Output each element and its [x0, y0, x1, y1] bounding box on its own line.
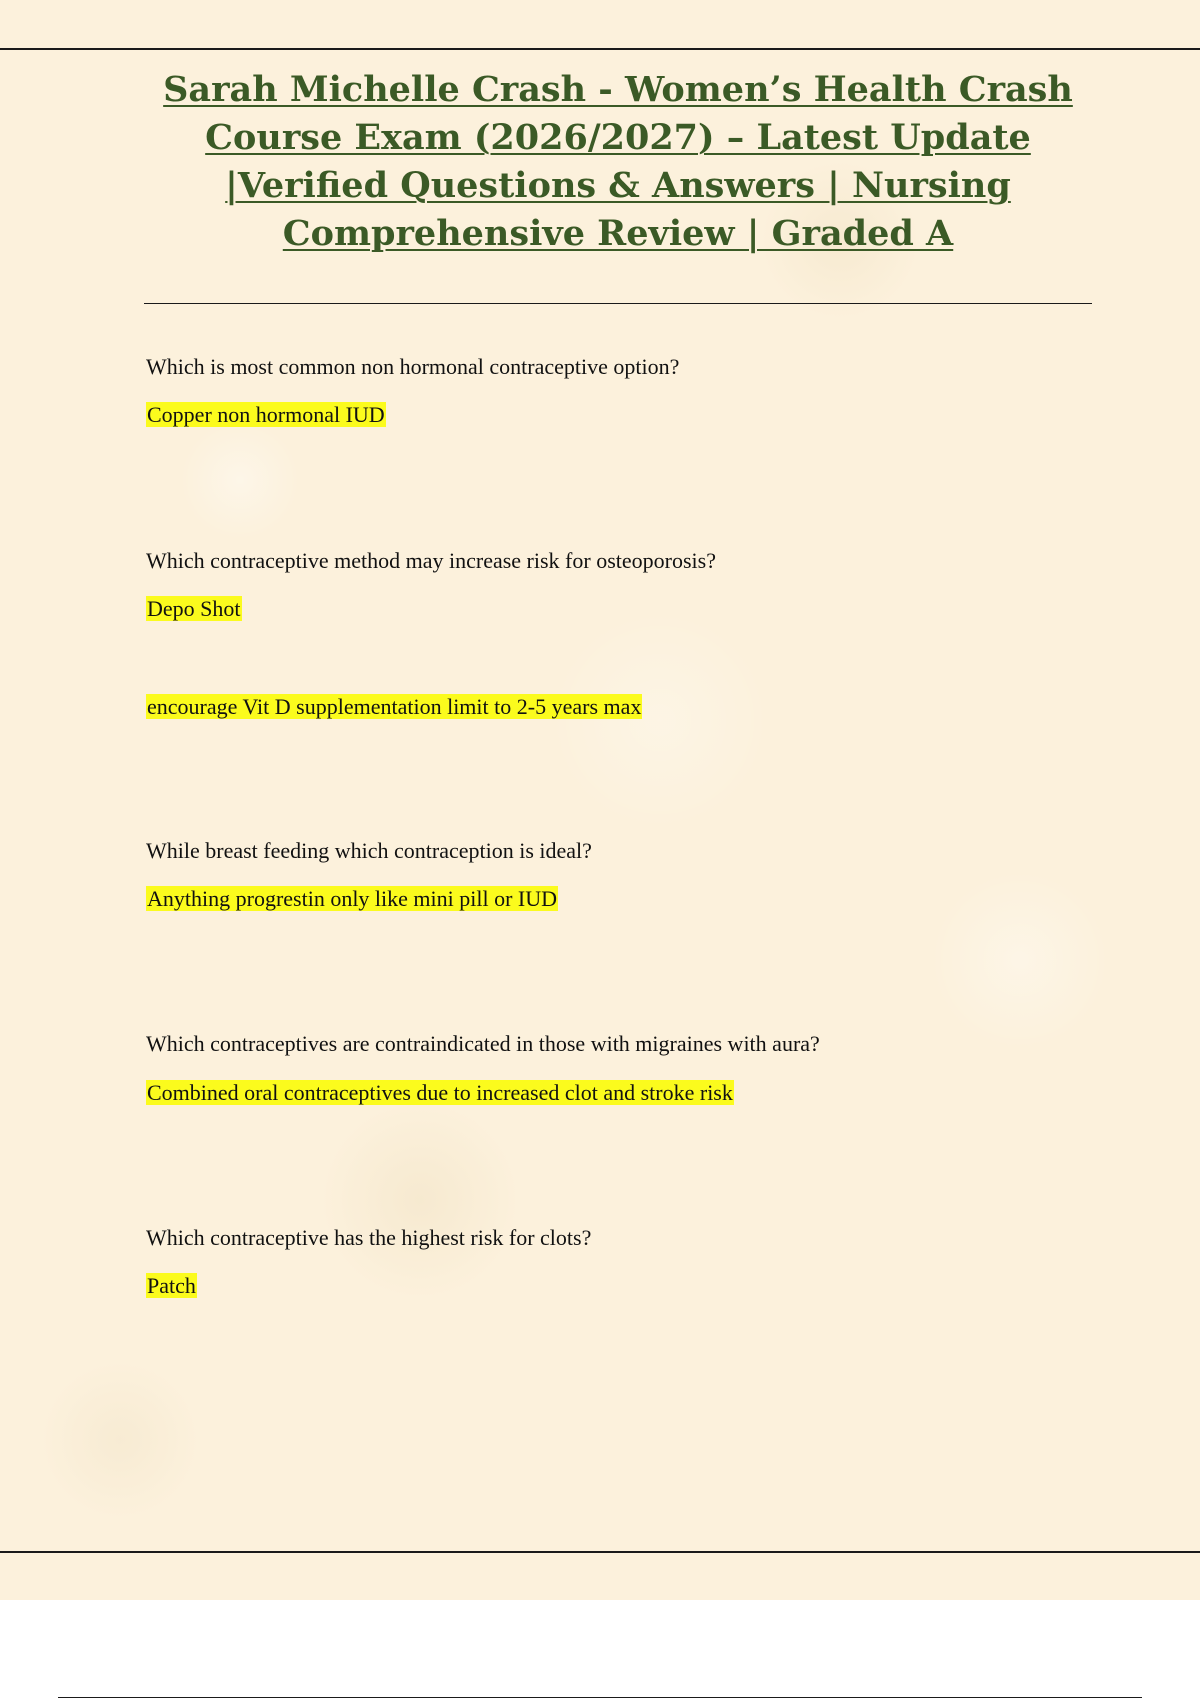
answer-2-note [146, 694, 642, 720]
document-title: Sarah Michelle Crash - Women’s Health Crash Course Exam (2026/2027) – Latest Update |Verified Questions & Answers | Nursing Comprehensive Review | Graded A [163, 69, 1073, 254]
answer-1 [146, 402, 386, 428]
bottom-rule [0, 1551, 1200, 1553]
answer-5 [146, 1273, 197, 1299]
answer-3-highlight: Anything progrestin only like mini pill or IUD [147, 886, 558, 911]
footer-rule [58, 1697, 1142, 1698]
top-rule [0, 48, 1200, 50]
question-3: While breast feeding which contraception is ideal? [146, 838, 592, 863]
answer-2-highlight: Depo Shot [147, 596, 241, 621]
answer-4 [146, 1080, 734, 1106]
answer-2 [146, 596, 242, 622]
question-5: Which contraceptive has the highest risk for clots? [146, 1225, 592, 1250]
answer-5-highlight: Patch [147, 1273, 196, 1298]
answer-3 [146, 886, 558, 912]
question-1: Which is most common non hormonal contraceptive option? [146, 354, 680, 379]
question-4: Which contraceptives are contraindicated in those with migraines with aura? [146, 1031, 820, 1056]
answer-1-highlight: Copper non hormonal IUD [147, 402, 385, 427]
question-2: Which contraceptive method may increase risk for osteoporosis? [146, 548, 716, 573]
answer-4-highlight: Combined oral contraceptives due to increased clot and stroke risk [147, 1080, 733, 1105]
answer-2-note-highlight: encourage Vit D supplementation limit to 2-5 years max [147, 694, 642, 719]
title-divider [144, 303, 1092, 304]
